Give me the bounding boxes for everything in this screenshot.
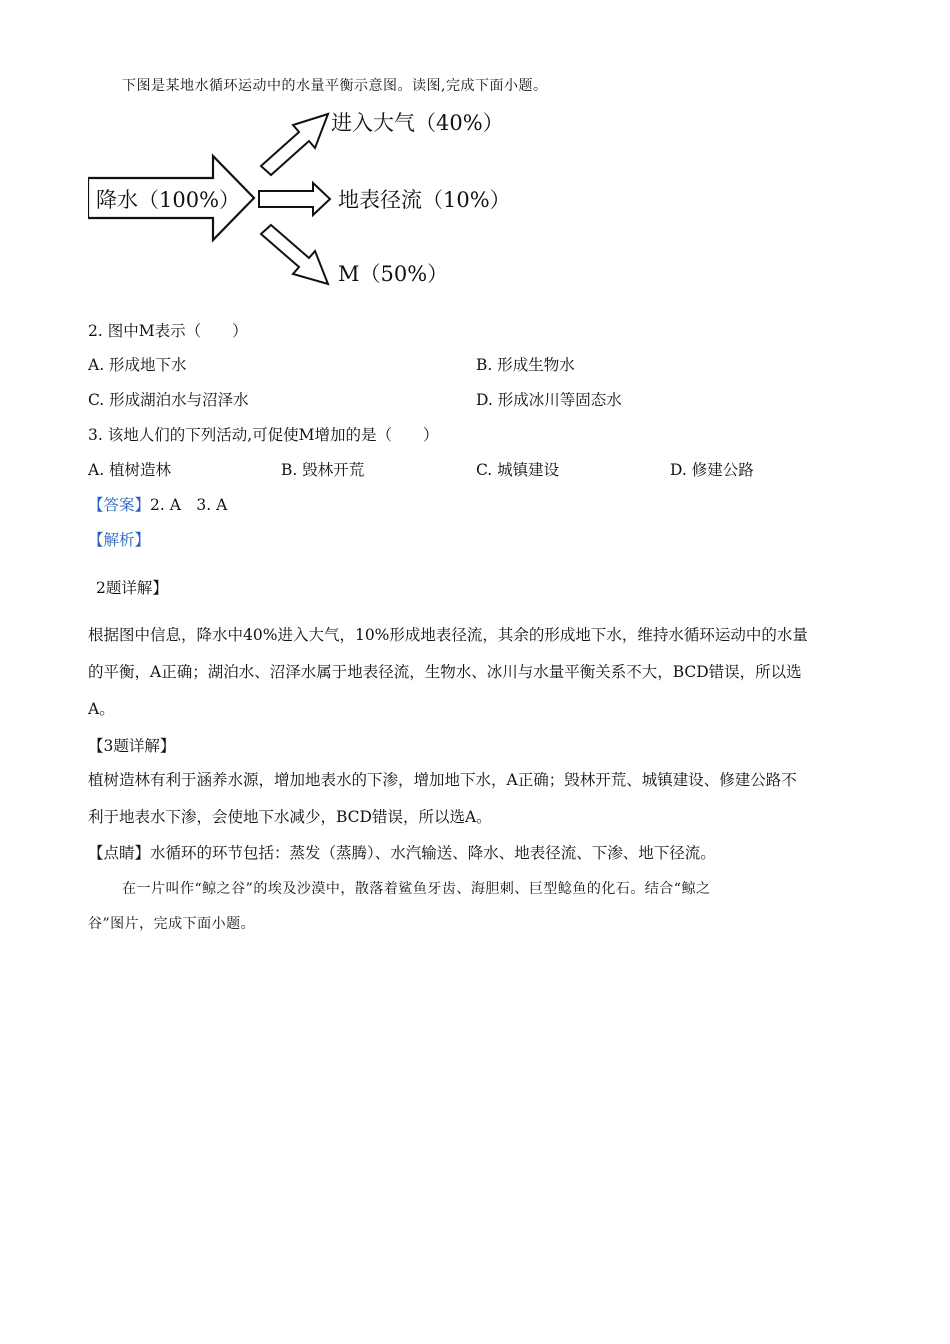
detail3-title: 【3题详解】 <box>88 737 176 755</box>
atmosphere-label: 进入大气（40%） <box>331 111 504 135</box>
atmosphere-arrow <box>261 114 328 175</box>
m-arrow <box>261 225 328 284</box>
detail3-line-1: 植树造林有利于涵养水源，增加地表水的下渗，增加地下水，A正确；毁林开荒、城镇建设、修建公路不 <box>88 771 797 789</box>
runoff-arrow <box>259 183 330 215</box>
tip-label: 【点睛】 <box>88 844 151 862</box>
analysis-label: 【解析】 <box>88 531 151 549</box>
answer-line <box>88 495 227 515</box>
answer-label: 【答案】 <box>88 496 151 514</box>
q2-option-d[interactable]: D. 形成冰川等固态水 <box>476 391 622 409</box>
tip-line <box>88 843 716 863</box>
m-label: M（50%） <box>338 262 449 286</box>
detail2-line-2: 的平衡，A正确；湖泊水、沼泽水属于地表径流，生物水、冰川与水量平衡关系不大，BCD错误，所以选 <box>88 663 802 681</box>
tip-text: 水循环的环节包括：蒸发（蒸腾）、水汽输送、降水、地表径流、下渗、地下径流。 <box>150 844 716 862</box>
q3-option-d[interactable]: D. 修建公路 <box>670 461 754 479</box>
detail3-line-2: 利于地表水下渗，会使地下水减少，BCD错误，所以选A。 <box>88 808 492 826</box>
next-intro-line-2: 谷”图片，完成下面小题。 <box>88 916 256 932</box>
runoff-label: 地表径流（10%） <box>338 188 511 212</box>
detail2-line-3: A。 <box>88 700 115 718</box>
detail2-line-1: 根据图中信息，降水中40%进入大气，10%形成地表径流，其余的形成地下水，维持水循环运动中的水量 <box>88 626 808 644</box>
q2-option-b[interactable]: B. 形成生物水 <box>476 356 575 374</box>
q3-option-c[interactable]: C. 城镇建设 <box>476 461 560 479</box>
q2-option-c[interactable]: C. 形成湖泊水与沼泽水 <box>88 391 249 409</box>
next-intro-line-1: 在一片叫作“鲸之谷”的埃及沙漠中，散落着鲨鱼牙齿、海胆刺、巨型鲶鱼的化石。结合“鲸之 <box>122 881 711 897</box>
answer-text: 2. A 3. A <box>150 496 228 514</box>
q2-stem: 2. 图中M表示（ ） <box>88 322 248 340</box>
detail2-title: 2题详解】 <box>96 579 168 597</box>
intro-text: 下图是某地水循环运动中的水量平衡示意图。读图,完成下面小题。 <box>122 78 548 94</box>
q3-option-a[interactable]: A. 植树造林 <box>88 461 172 479</box>
q3-stem: 3. 该地人们的下列活动,可促使M增加的是（ ） <box>88 426 439 444</box>
q3-option-b[interactable]: B. 毁林开荒 <box>281 461 365 479</box>
precipitation-label: 降水（100%） <box>96 188 241 212</box>
q2-option-a[interactable]: A. 形成地下水 <box>88 356 187 374</box>
water-balance-diagram <box>88 108 528 298</box>
